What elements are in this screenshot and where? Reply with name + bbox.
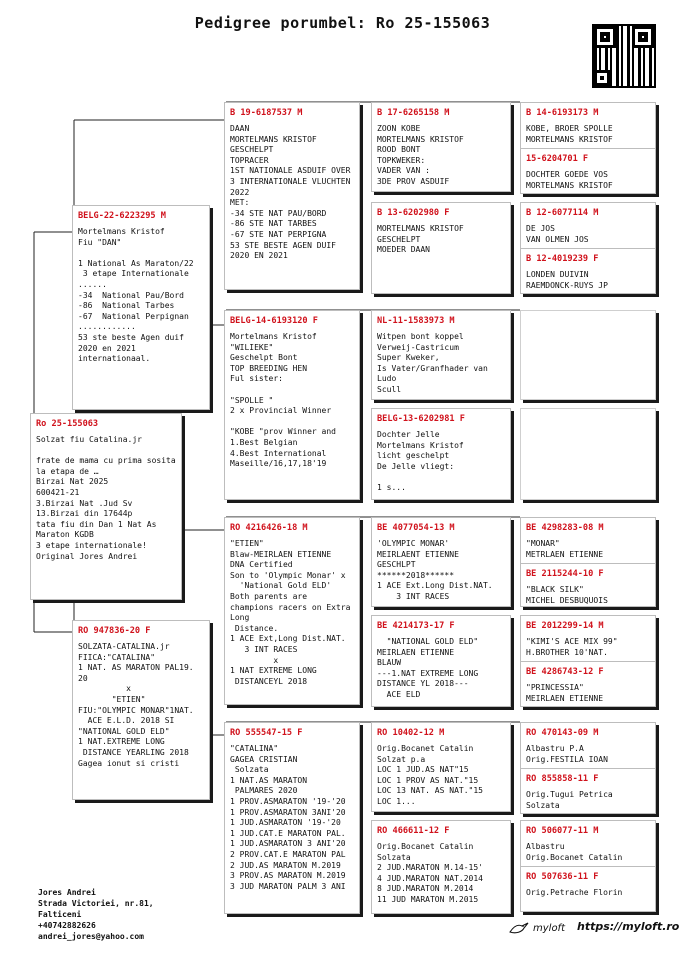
ring-number: BELG-22-6223295 M: [78, 211, 166, 221]
pedigree-card-sss: [371, 102, 511, 192]
card-text: Albastru P.A Orig.FESTILA IOAN: [526, 744, 608, 764]
card-text: "ETIEN" Blaw-MEIRLAEN ETIENNE DNA Certified Son to 'Olympic Monar' x 'National Gold ELD' Both parents are champions racers on Extra Long Distance. 1 ACE Ext,Long Dist.NAT. 3 INT RACES x 1 NAT EXTREME LONG DISTANCEYL 2018: [230, 539, 351, 686]
card-text: Mortelmans Kristof Fiu "DAN" 1 National As Maraton/22 3 etape Internationale ...... -34 National Pau/Bord -86 National Tarbes -67 National Perpignan ............ 53 ste beste Agen duif 2020 en 2021 internationaal.: [78, 227, 194, 364]
website-link[interactable]: https://myloft.ro: [577, 920, 680, 933]
ring-number: RO 555547-15 F: [230, 728, 303, 738]
logo-text: myloft: [533, 922, 565, 934]
ring-number: B 19-6187537 M: [230, 108, 303, 118]
ring-number: RO 507636-11 F: [526, 872, 599, 883]
pedigree-card-dsd-parents: [520, 615, 656, 707]
ring-number: B 13-6202980 F: [377, 208, 450, 218]
card-text: "MONAR" METRLAEN ETIENNE: [526, 539, 604, 559]
pedigree-card-sire-dam: [224, 310, 360, 500]
ring-number: B 12-6077114 M: [526, 208, 599, 218]
card-text: SOLZATA-CATALINA.jr FIICA:"CATALINA" 1 NAT. AS MARATON PAL19. 20 x "ETIEN" FIU:"OLYMPIC MONAR"1NAT. ACE E.L.D. 2018 SI "NATIONAL GOLD ELD" 1 NAT.EXTREME LONG DISTANCE YEARLING 2018 Gagea ionut si cristi: [78, 642, 194, 768]
card-text: ZOON KOBE MORTELMANS KRISTOF ROOD BONT TOPKWEKER: VADER VAN : 3DE PROV ASDUIF: [377, 124, 464, 186]
ring-number: BE 4298283-08 M: [526, 523, 604, 533]
card-text: Orig.Bocanet Catalin Solzata 2 JUD.MARATON M.14-15' 4 JUD.MARATON NAT.2014 8 JUD.MARATON M.2014 11 JUD MARATON M.2015: [377, 842, 483, 904]
card-text: Orig.Petrache Florin: [526, 888, 623, 898]
pedigree-card-dsd: [371, 615, 511, 707]
card-text: 'OLYMPIC MONAR' MEIRLAENT ETIENNE GESCHLPT ******2018****** 1 ACE Ext.Long Dist.NAT. 3 INT RACES: [377, 539, 493, 601]
card-text: LONDEN DUIVIN RAEMDONCK-RUYS JP: [526, 270, 608, 290]
pedigree-card-ddd: [371, 820, 511, 914]
ring-number: RO 506077-11 M: [526, 826, 599, 836]
pedigree-card-dam-dam: [224, 722, 360, 914]
card-text: "PRINCESSIA" MEIRLAEN ETIENNE: [526, 683, 604, 703]
card-text: "KIMI'S ACE MIX 99" H.BROTHER 10'NAT.: [526, 637, 618, 657]
pedigree-card-sd-parents: [520, 202, 656, 294]
ring-number: RO 947836-20 F: [78, 626, 151, 636]
page-title: Pedigree porumbel: Ro 25-155063: [194, 14, 491, 32]
ring-number: BE 2115244-10 F: [526, 569, 604, 580]
card-subsection: [521, 768, 655, 811]
pedigree-card-dds: [371, 722, 511, 812]
pedigree-card-empty: [520, 310, 656, 400]
card-subsection: [521, 866, 655, 899]
ring-number: B 14-6193173 M: [526, 108, 599, 118]
ring-number: NL-11-1583973 M: [377, 316, 455, 326]
pedigree-card-dam-sire: [224, 517, 360, 705]
card-subsection: [521, 563, 655, 606]
pedigree-card-sire: [72, 205, 210, 410]
card-text: DE JOS VAN OLMEN JOS: [526, 224, 589, 244]
pedigree-card-ssd: [371, 202, 511, 294]
ring-number: BE 4286743-12 F: [526, 667, 604, 678]
ring-number: B 12-4019239 F: [526, 254, 599, 265]
card-text: "CATALINA" GAGEA CRISTIAN Solzata 1 NAT.AS MARATON PALMARES 2020 1 PROV.ASMARATON '19-'20 1 PROV.ASMARATON 3ANI'20 1 JUD.ASMARATON '19-'20 1 JUD.CAT.E MARATON PAL. 1 JUD.ASMARATON 3 ANI'20 2 PROV.CAT.E MARATON PAL 2 JUD.AS MARATON M.2019 3 PROV.AS MARATON M.2019 3 JUD MARATON PALM 3 ANI: [230, 744, 346, 891]
card-text: Orig.Tugui Petrica Solzata: [526, 790, 613, 810]
card-subsection: [521, 148, 655, 191]
ring-number: BELG-13-6202981 F: [377, 414, 465, 424]
pedigree-card-ddd-parents: [520, 820, 656, 912]
card-text: Orig.Bocanet Catalin Solzat p.a LOC 1 JUD.AS NAT"15 LOC 1 PROV AS NAT."15 LOC 13 NAT. AS NAT."15 LOC 1...: [377, 744, 483, 806]
ring-number: RO 470143-09 M: [526, 728, 599, 738]
ring-number: RO 855858-11 F: [526, 774, 599, 785]
card-text: Mortelmans Kristof "WILIEKE" Geschelpt Bont TOP BREEDING HEN Ful sister: "SPOLLE " 2 x Provincial Winner "KOBE "prov Winner and 1.Best Belgian 4.Best International Maseille/16,17,18'19: [230, 332, 336, 469]
pigeon-logo-icon: [508, 920, 530, 936]
card-text: DAAN MORTELMANS KRISTOF GESCHELPT TOPRACER 1ST NATIONALE ASDUIF OVER 3 INTERNATIONALE VLUCHTEN 2022 MET: -34 STE NAT PAU/BORD -86 STE NAT TARBES -67 STE NAT PERPIGNA 53 STE BESTE AGEN DUIF 2020 EN 2021: [230, 124, 351, 261]
ring-number: BE 4077054-13 M: [377, 523, 455, 533]
pedigree-card-dss: [371, 517, 511, 607]
ring-number: B 17-6265158 M: [377, 108, 450, 118]
brand-logo[interactable]: [508, 920, 565, 936]
pedigree-card-dds-parents: [520, 722, 656, 814]
card-subsection: [521, 248, 655, 291]
card-text: DOCHTER GOEDE VOS MORTELMANS KRISTOF: [526, 170, 613, 190]
card-text: Dochter Jelle Mortelmans Kristof licht geschelpt De Jelle vliegt: 1 s...: [377, 430, 464, 492]
card-text: "BLACK SILK" MICHEL DESBUQUOIS: [526, 585, 608, 605]
ring-number: RO 4216426-18 M: [230, 523, 308, 533]
card-text: Albastru Orig.Bocanet Catalin: [526, 842, 623, 862]
ring-number: BELG-14-6193120 F: [230, 316, 318, 326]
pedigree-card-ss-parents: [520, 102, 656, 194]
pedigree-card-sdd: [371, 408, 511, 500]
ring-number: RO 466611-12 F: [377, 826, 450, 836]
owner-address: Jores Andrei Strada Victoriei, nr.81, Falticeni +40742882626 andrei_jores@yahoo.com: [38, 888, 154, 941]
ring-number: BE 2012299-14 M: [526, 621, 604, 631]
pedigree-card-sds: [371, 310, 511, 400]
ring-number: Ro 25-155063: [36, 419, 99, 429]
ring-number: RO 10402-12 M: [377, 728, 445, 738]
pedigree-card-subject: [30, 413, 182, 600]
ring-number: 15-6204701 F: [526, 154, 589, 165]
card-text: "NATIONAL GOLD ELD" MEIRLAEN ETIENNE BLAUW ---1.NAT EXTREME LONG DISTANCE YL 2018--- ACE ELD: [377, 637, 479, 699]
pedigree-card-dam: [72, 620, 210, 800]
card-text: KOBE, BROER SPOLLE MORTELMANS KRISTOF: [526, 124, 613, 144]
pedigree-card-sire-sire: [224, 102, 360, 290]
card-text: MORTELMANS KRISTOF GESCHELPT MOEDER DAAN: [377, 224, 464, 255]
card-subsection: [521, 661, 655, 704]
ring-number: BE 4214173-17 F: [377, 621, 455, 631]
card-text: Witpen bont koppel Verweij-Castricum Super Kweker, Is Vater/Granfhader van Ludo Scull: [377, 332, 488, 394]
pedigree-card-dss-parents: [520, 517, 656, 607]
card-text: Solzat fiu Catalina.jr frate de mama cu prima sosita la etapa de … Birzai Nat 2025 600421-21 3.Birzai Nat .Jud Sv 13.Birzai din 17644p tata fiu din Dan 1 Nat As Maraton KGDB 3 etape internationale! Original Jores Andrei: [36, 435, 176, 561]
pedigree-card-empty: [520, 408, 656, 500]
